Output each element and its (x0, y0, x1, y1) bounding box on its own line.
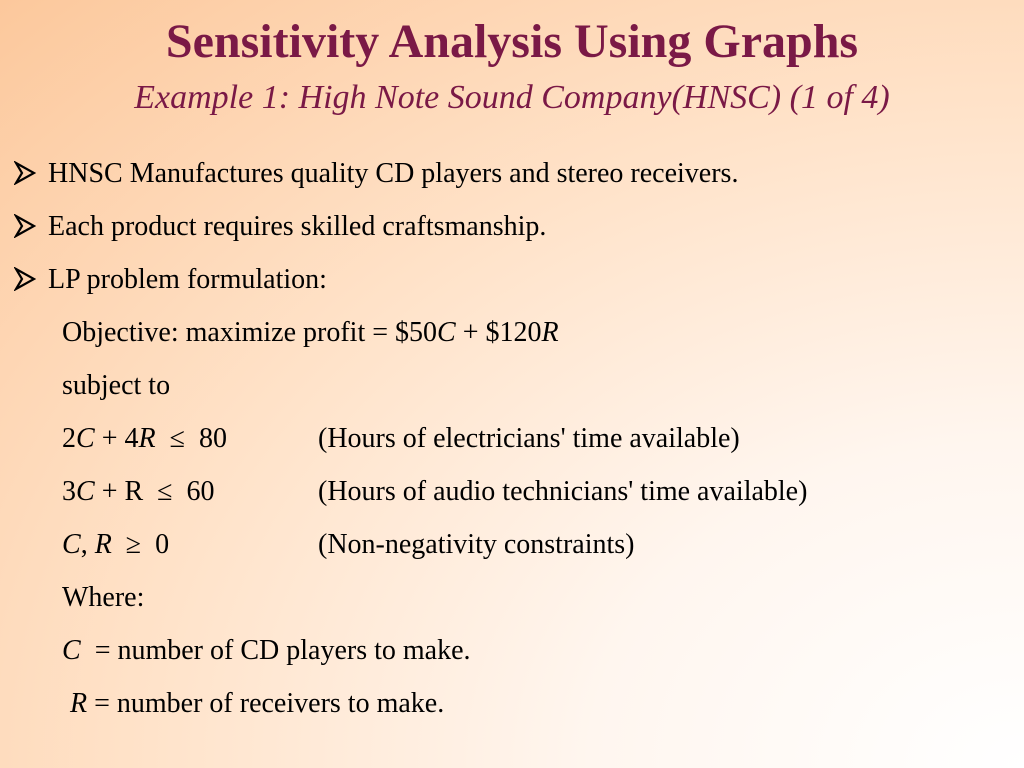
arrow-bullet-icon (14, 262, 48, 298)
bullet-item (14, 262, 327, 298)
constraint-electricians: 2C + 4R ≤ 80 (62, 423, 227, 454)
constraint-non-negativity-note: (Non-negativity constraints) (318, 529, 635, 560)
constraint-audio-technicians: 3C + R ≤ 60 (62, 476, 215, 507)
definition-c: C = number of CD players to make. (62, 635, 471, 666)
arrow-bullet-icon (14, 156, 48, 192)
objective-line: Objective: maximize profit = $50C + $120R (62, 317, 559, 348)
constraint-electricians-note: (Hours of electricians' time available) (318, 423, 740, 454)
slide-title: Sensitivity Analysis Using Graphs (165, 15, 859, 68)
slide-subtitle: Example 1: High Note Sound Company(HNSC) (1 of 4) (134, 79, 890, 116)
bullet-text: HNSC Manufactures quality CD players and stereo receivers. (48, 158, 739, 189)
constraint-non-negativity: C, R ≥ 0 (62, 529, 170, 560)
where-line: Where: (62, 582, 145, 613)
bullet-item (14, 156, 738, 192)
definition-r: R = number of receivers to make. (70, 688, 445, 719)
subject-to-line: subject to (62, 370, 171, 401)
arrow-bullet-icon (14, 209, 48, 245)
bullet-item (14, 209, 546, 245)
constraint-audio-technicians-note: (Hours of audio technicians' time available) (318, 476, 808, 507)
bullet-text: LP problem formulation: (48, 264, 327, 295)
bullet-text: Each product requires skilled craftsmanship. (48, 211, 547, 242)
